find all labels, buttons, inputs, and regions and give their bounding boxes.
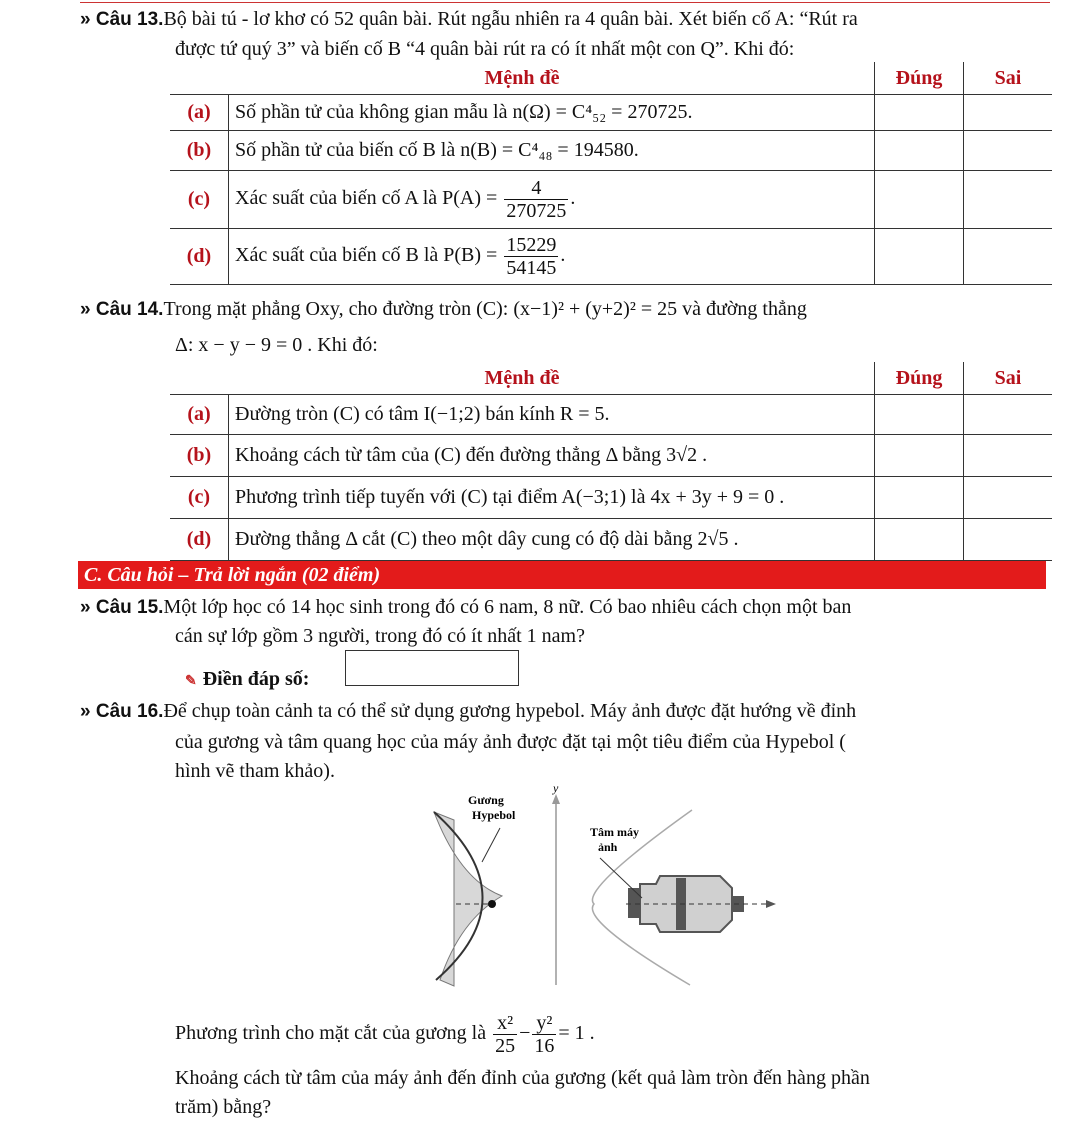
q16-text-1: Để chụp toàn cảnh ta có thể sử dụng gương hypebol. Máy ảnh được đặt hướng về đỉnh <box>163 700 857 722</box>
false-cell[interactable] <box>964 171 1053 229</box>
q16-line3: hình vẽ tham khảo). <box>175 760 335 782</box>
q13-line1 <box>80 4 858 35</box>
false-cell[interactable] <box>964 435 1053 477</box>
q14-table-header <box>170 362 1052 395</box>
row-text-cell: Xác suất của biến cố A là P(A) = $\frac{4}{270725}$ . <box>229 171 875 229</box>
camera-lens <box>628 888 640 918</box>
q16-line1 <box>80 696 856 727</box>
table-row <box>170 131 1052 171</box>
fraction-y <box>532 1012 556 1057</box>
q15-line2: cán sự lớp gồm 3 người, trong đó có ít nhất 1 nam? <box>175 625 585 647</box>
row-text: Số phần tử của biến cố B là n(B) = C⁴₄₈ = 194580. <box>229 131 875 171</box>
q14-number: » Câu 14. <box>80 299 164 320</box>
row-text: Xác suất của biến cố A là P(A) = <box>235 187 498 210</box>
label-camera-1: Tâm máy <box>590 825 639 839</box>
true-cell[interactable] <box>875 171 964 229</box>
answer-label <box>185 668 309 691</box>
false-cell[interactable] <box>964 519 1053 561</box>
label-camera-2: ảnh <box>598 840 618 854</box>
q16-line4: Khoảng cách từ tâm của máy ảnh đến đỉnh của gương (kết quả làm tròn đến hàng phần <box>175 1067 870 1089</box>
q14-table <box>170 362 1052 561</box>
equation-suffix: = 1 . <box>558 1022 595 1045</box>
false-cell[interactable] <box>964 131 1053 171</box>
row-label: (a) <box>170 395 229 435</box>
table-row <box>170 229 1052 285</box>
q15-number: » Câu 15. <box>80 597 164 618</box>
true-cell[interactable] <box>875 519 964 561</box>
fraction-x <box>493 1012 517 1057</box>
header-true: Đúng <box>875 62 964 95</box>
row-label: (a) <box>170 95 229 131</box>
header-false: Sai <box>964 362 1053 395</box>
section-c-banner: C. Câu hỏi – Trả lời ngắn (02 điểm) <box>78 561 1046 589</box>
denominator: 25 <box>495 1035 516 1057</box>
row-label: (d) <box>170 519 229 561</box>
row-text: Đường thẳng Δ cắt (C) theo một dây cung có độ dài bằng 2√5 . <box>229 519 875 561</box>
axis-arrow-right <box>766 900 776 908</box>
label-mirror-1: Gương <box>468 793 504 807</box>
row-label: (d) <box>170 229 229 285</box>
header-true: Đúng <box>875 362 964 395</box>
numerator: x² <box>493 1012 517 1035</box>
false-cell[interactable] <box>964 229 1053 285</box>
fraction <box>504 234 558 279</box>
row-text-cell: Xác suất của biến cố B là P(B) = $\frac{15229}{54145}$ . <box>229 229 875 285</box>
header-statement: Mệnh đề <box>170 62 875 95</box>
table-row <box>170 435 1052 477</box>
label-y: y <box>553 781 559 795</box>
q13-table <box>170 62 1052 285</box>
row-text: Đường tròn (C) có tâm I(−1;2) bán kính R = 5. <box>229 395 875 435</box>
false-cell[interactable] <box>964 95 1053 131</box>
q16-line2: của gương và tâm quang học của máy ảnh được đặt tại một tiêu điểm của Hypebol ( <box>175 731 846 753</box>
y-axis-arrow <box>552 794 560 804</box>
q15-line1 <box>80 592 851 623</box>
denominator: 54145 <box>506 257 557 279</box>
true-cell[interactable] <box>875 435 964 477</box>
q13-number: » Câu 13. <box>80 9 164 30</box>
q14-line2: Δ: x − y − 9 = 0 . Khi đó: <box>175 334 378 356</box>
q15-text-1: Một lớp học có 14 học sinh trong đó có 6 nam, 8 nữ. Có bao nhiêu cách chọn một ban <box>163 596 852 618</box>
q13-table-header <box>170 62 1052 95</box>
q16-line5: trăm) bằng? <box>175 1096 272 1118</box>
true-cell[interactable] <box>875 229 964 285</box>
numerator: 4 <box>504 177 568 200</box>
row-label: (c) <box>170 477 229 519</box>
false-cell[interactable] <box>964 395 1053 435</box>
q13-line2: được tứ quý 3” và biến cố B “4 quân bài rút ra có ít nhất một con Q”. Khi đó: <box>175 38 795 60</box>
true-cell[interactable] <box>875 477 964 519</box>
false-cell[interactable] <box>964 477 1053 519</box>
hyperbola-mirror-figure <box>420 780 780 990</box>
q13-text-1: Bộ bài tú - lơ khơ có 52 quân bài. Rút ngẫu nhiên ra 4 quân bài. Xét biến cố A: “Rút ra <box>163 8 858 30</box>
numerator: 15229 <box>506 234 557 256</box>
table-row <box>170 477 1052 519</box>
q16-equation: Phương trình cho mặt cắt của gương là $\frac{\text{x²}}{25}$ − $\frac{\text{y²}}{16}$ = 1 . <box>175 1012 595 1057</box>
answer-label-text: Điền đáp số: <box>202 668 310 690</box>
table-row <box>170 519 1052 561</box>
header-false: Sai <box>964 62 1053 95</box>
row-text: Xác suất của biến cố B là P(B) = <box>235 244 498 267</box>
fraction <box>504 177 568 222</box>
denominator: 16 <box>534 1035 555 1057</box>
true-cell[interactable] <box>875 131 964 171</box>
row-label: (c) <box>170 171 229 229</box>
q16-number: » Câu 16. <box>80 701 164 722</box>
mirror-body <box>434 812 502 986</box>
answer-input[interactable] <box>345 650 519 686</box>
equation-prefix: Phương trình cho mặt cắt của gương là <box>175 1022 487 1045</box>
top-rule <box>80 2 1050 3</box>
q14-text-1: Trong mặt phẳng Oxy, cho đường tròn (C): (x−1)² + (y+2)² = 25 và đường thẳng <box>163 298 807 320</box>
pencil-icon: ✎ <box>185 674 197 689</box>
row-text: Phương trình tiếp tuyến với (C) tại điểm A(−3;1) là 4x + 3y + 9 = 0 . <box>229 477 875 519</box>
table-row <box>170 395 1052 435</box>
true-cell[interactable] <box>875 395 964 435</box>
header-statement: Mệnh đề <box>170 362 875 395</box>
table-row <box>170 171 1052 229</box>
table-row <box>170 95 1052 131</box>
mirror-vertex-dot <box>488 900 496 908</box>
q14-line1 <box>80 294 807 325</box>
label-mirror-2: Hypebol <box>472 808 516 822</box>
row-label: (b) <box>170 435 229 477</box>
row-text: Số phần tử của không gian mẫu là n(Ω) = C⁴₅₂ = 270725. <box>229 95 875 131</box>
row-text: Khoảng cách từ tâm của (C) đến đường thẳng Δ bằng 3√2 . <box>229 435 875 477</box>
true-cell[interactable] <box>875 95 964 131</box>
row-label: (b) <box>170 131 229 171</box>
denominator: 270725 <box>506 200 567 222</box>
numerator: y² <box>532 1012 556 1035</box>
mirror-pointer <box>482 828 500 862</box>
